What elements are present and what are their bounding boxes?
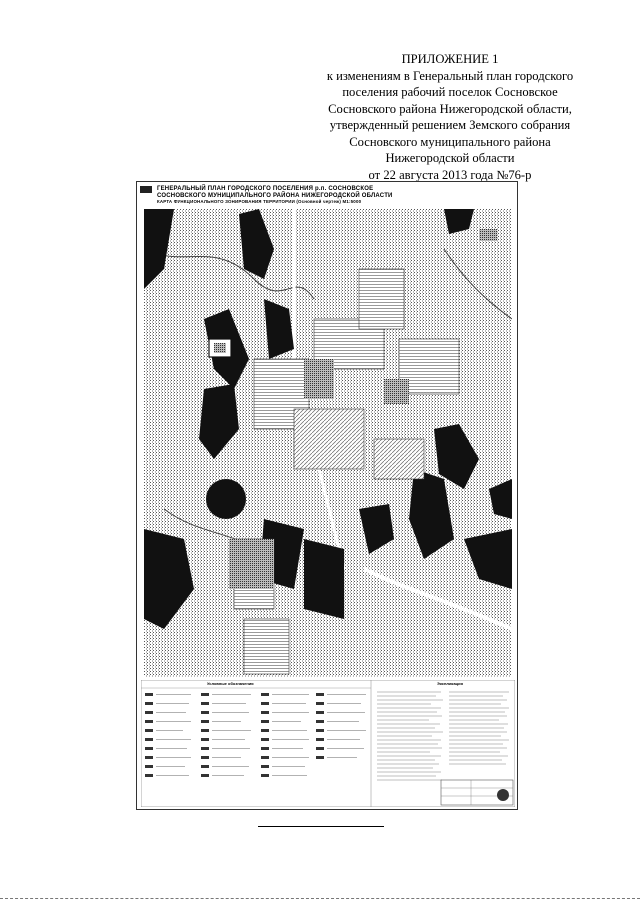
explication-title: Экспликация: [437, 681, 463, 686]
appendix-line-1: к изменениям в Генеральный план городского: [326, 68, 574, 83]
appendix-line-4: утвержденный решением Земского собрания: [329, 118, 571, 132]
appendix-title: ПРИЛОЖЕНИЕ 1: [401, 52, 499, 66]
map-title-block: [157, 186, 477, 206]
general-plan-map-sheet: [136, 181, 518, 810]
map-title-line-2: СОСНОВСКОГО МУНИЦИПАЛЬНОГО РАЙОНА НИЖЕГОРОДСКОЙ ОБЛАСТИ: [157, 192, 393, 199]
appendix-line-6: Нижегородской области: [385, 151, 515, 165]
appendix-line-2: поселения рабочий поселок Сосновское: [342, 85, 558, 99]
functional-zoning-map: [144, 209, 512, 677]
map-title-line-3: КАРТА ФУНКЦИОНАЛЬНОГО ЗОНИРОВАНИЯ ТЕРРИТОРИИ (Основной чертеж) М1:5000: [157, 199, 362, 205]
appendix-line-3: Сосновского района Нижегородской области,: [328, 101, 572, 116]
appendix-line-5: Сосновского муниципального района: [349, 134, 551, 149]
appendix-date-line: от 22 августа 2013 года №76-р: [368, 167, 532, 182]
map-title-line-1: ГЕНЕРАЛЬНЫЙ ПЛАН ГОРОДСКОГО ПОСЕЛЕНИЯ р.п. СОСНОВСКОЕ: [157, 186, 374, 192]
page-bottom-border: [0, 898, 640, 899]
map-legend: [141, 680, 515, 807]
footnote-separator: [258, 826, 384, 827]
legend-title: Условные обозначения: [207, 681, 254, 686]
appendix-header: [300, 51, 600, 183]
map-stamp-icon: [140, 186, 152, 193]
